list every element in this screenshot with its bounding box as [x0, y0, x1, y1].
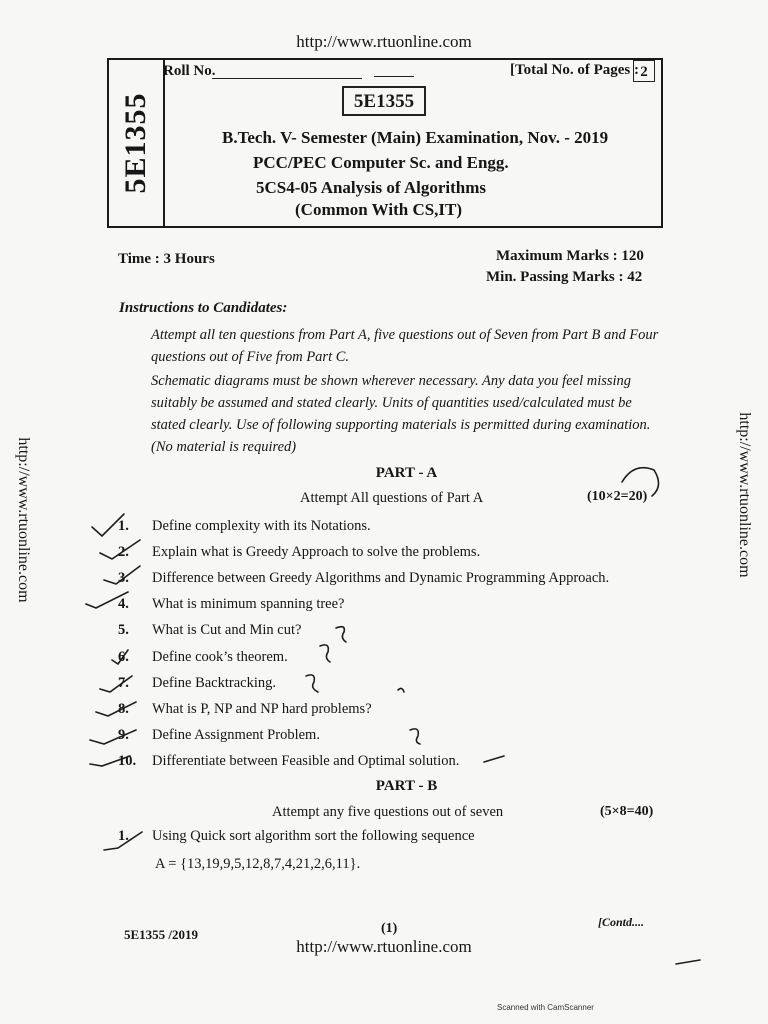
question-text: Difference between Greedy Algorithms and Dynamic Programming Approach. [152, 569, 610, 586]
left-margin-url: http://www.rtuonline.com [15, 437, 32, 603]
part-a-title: PART - A [375, 465, 438, 481]
footer-paper-code: 5E1355 /2019 [124, 927, 199, 942]
exam-title: B.Tech. V- Semester (Main) Examination, Nov. - 2019 [222, 128, 609, 147]
right-margin-url: http://www.rtuonline.com [736, 412, 753, 578]
question-number: 5. [118, 622, 129, 639]
question-number: 1. [118, 517, 129, 534]
question-text: Using Quick sort algorithm sort the following sequence [152, 828, 475, 844]
paper-code-box: 5E1355 [342, 86, 426, 116]
question-number: 7. [118, 674, 129, 691]
question-text: What is minimum spanning tree? [152, 596, 345, 613]
dash-mark [676, 960, 700, 964]
min-passing-marks: Min. Passing Marks : 42 [486, 269, 643, 285]
part-a-question-list [118, 513, 609, 775]
question-number: 9. [118, 727, 129, 744]
top-url: http://www.rtuonline.com [296, 32, 472, 51]
question-text: Define Backtracking. [152, 674, 277, 691]
question-text: Define Assignment Problem. [152, 727, 320, 744]
list-item [118, 723, 609, 749]
question-number: 10. [118, 753, 137, 770]
list-item [118, 670, 609, 696]
maximum-marks: Maximum Marks : 120 [496, 248, 644, 264]
instructions-para-2: Schematic diagrams must be shown wherever necessary. Any data you feel missing suitably be assumed and stated clearly. Units of quantities used/calculated must be stated clearly. Use of following supporting materials is permitted during examination. (No material is required) [151, 373, 651, 455]
continued-note: [Contd.... [598, 915, 645, 929]
list-item [118, 513, 609, 539]
part-b-marks: (5×8=40) [600, 804, 654, 819]
question-number: 4. [118, 596, 129, 613]
exam-duration: Time : 3 Hours [118, 251, 215, 267]
part-b-title: PART - B [375, 778, 438, 794]
roll-number-field [212, 78, 362, 79]
bottom-url: http://www.rtuonline.com [296, 937, 472, 956]
list-item [118, 539, 609, 565]
question-number: 1. [118, 828, 129, 844]
total-pages-value: 2 [633, 60, 655, 82]
scanner-watermark: Scanned with CamScanner [497, 1003, 594, 1012]
question-text: Define complexity with its Notations. [152, 517, 371, 534]
exam-subject: 5CS4-05 Analysis of Algorithms [256, 178, 486, 197]
question-sequence: A = {13,19,9,5,12,8,7,4,21,2,6,11}. [155, 856, 361, 872]
list-item [118, 565, 609, 591]
part-a-instruction: Attempt All questions of Part A [300, 490, 484, 506]
roll-number-label: Roll No. [163, 63, 216, 79]
exam-branch: PCC/PEC Computer Sc. and Engg. [253, 153, 509, 172]
question-text: Explain what is Greedy Approach to solve the problems. [152, 543, 481, 560]
instructions-para-1: Attempt all ten questions from Part A, five questions out of Seven from Part B and Four questions out of Five from Part C. [151, 327, 659, 365]
list-item [118, 644, 609, 670]
question-text: What is P, NP and NP hard problems? [152, 700, 372, 717]
instructions-title: Instructions to Candidates: [119, 300, 288, 316]
question-number: 6. [118, 648, 129, 665]
list-item [118, 618, 609, 644]
part-b-instruction: Attempt any five questions out of seven [272, 804, 504, 820]
list-item [118, 696, 609, 722]
part-a-marks: (10×2=20) [587, 489, 648, 504]
total-pages-label: [Total No. of Pages : [510, 62, 640, 78]
roll-number-field-extra [374, 76, 414, 77]
question-number: 3. [118, 569, 129, 586]
question-text: Define cook’s theorem. [152, 648, 288, 665]
question-number: 2. [118, 543, 129, 560]
exam-common-with: (Common With CS,IT) [295, 200, 463, 219]
question-text: What is Cut and Min cut? [152, 622, 302, 639]
question-number: 8. [118, 700, 129, 717]
vertical-paper-code: 5E1355 [119, 92, 152, 194]
list-item [118, 592, 609, 618]
part-b-question [118, 828, 475, 845]
list-item [118, 749, 609, 775]
question-text: Differentiate between Feasible and Optimal solution. [152, 753, 460, 770]
page-number: (1) [381, 921, 398, 936]
